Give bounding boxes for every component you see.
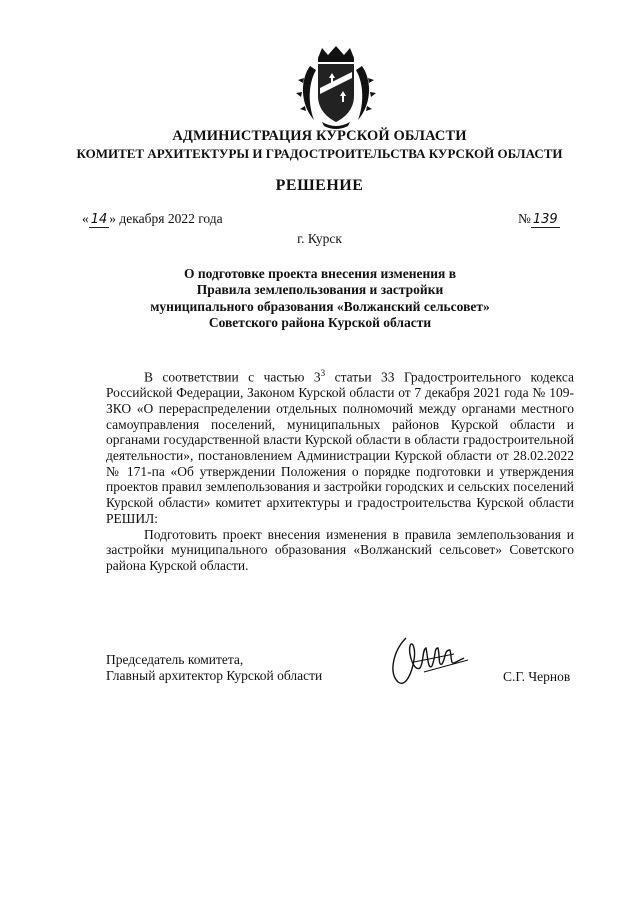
document-subject: [120, 266, 520, 331]
document-date: « 14 » декабря 2022 года: [82, 211, 223, 227]
subject-line: Правила землепользования и застройки: [196, 282, 444, 298]
document-number: № 139: [518, 211, 558, 227]
number-handwritten: 139: [532, 212, 558, 227]
subject-line: муниципального образования «Волжанский сельсовет»: [150, 298, 490, 314]
signatory-position: Председатель комитета, Главный архитектор Курской области: [106, 652, 323, 683]
subject-line: О подготовке проекта внесения изменения в: [183, 266, 456, 281]
document-city: г. Курск: [297, 231, 342, 246]
organization-name: АДМИНИСТРАЦИЯ КУРСКОЙ ОБЛАСТИ: [172, 128, 467, 144]
document-type: РЕШЕНИЕ: [275, 177, 364, 194]
handwritten-signature-icon: [384, 632, 480, 690]
body-paragraph: В соответствии с частью $3^3$ статьи 33 Градостроительного кодекса Российской Федерации, Законом Курской области от 7 декабря 2021 года № 109-ЗКО «О перераспределении отдельных полномочий между органами местного самоуправления поселений, муниципальных районов Курской области и органами государственной власти Курской области в области градостроительной деятельности», постановлением Администрации Курской области от 28.02.2022 № 171-па «Об утверждении Положения о порядке подготовки и утверждения проектов правил землепользования и застройки городских и сельских поселений Курской области» комитет архитектуры и градостроительства Курской области РЕШИЛ:: [106, 368, 574, 526]
committee-name: КОМИТЕТ АРХИТЕКТУРЫ И ГРАДОСТРОИТЕЛЬСТВА КУРСКОЙ ОБЛАСТИ: [76, 146, 563, 161]
coat-of-arms-icon: [296, 44, 376, 130]
subject-line: Советского района Курской области: [208, 314, 432, 330]
document-body: [106, 366, 574, 574]
signatory-name: С.Г. Чернов: [503, 669, 571, 684]
date-day-handwritten: 14: [90, 212, 108, 227]
body-paragraph: Подготовить проект внесения изменения в правила землепользования и застройки муниципального образования «Волжанский сельсовет» Советского района Курской области.: [106, 526, 574, 573]
